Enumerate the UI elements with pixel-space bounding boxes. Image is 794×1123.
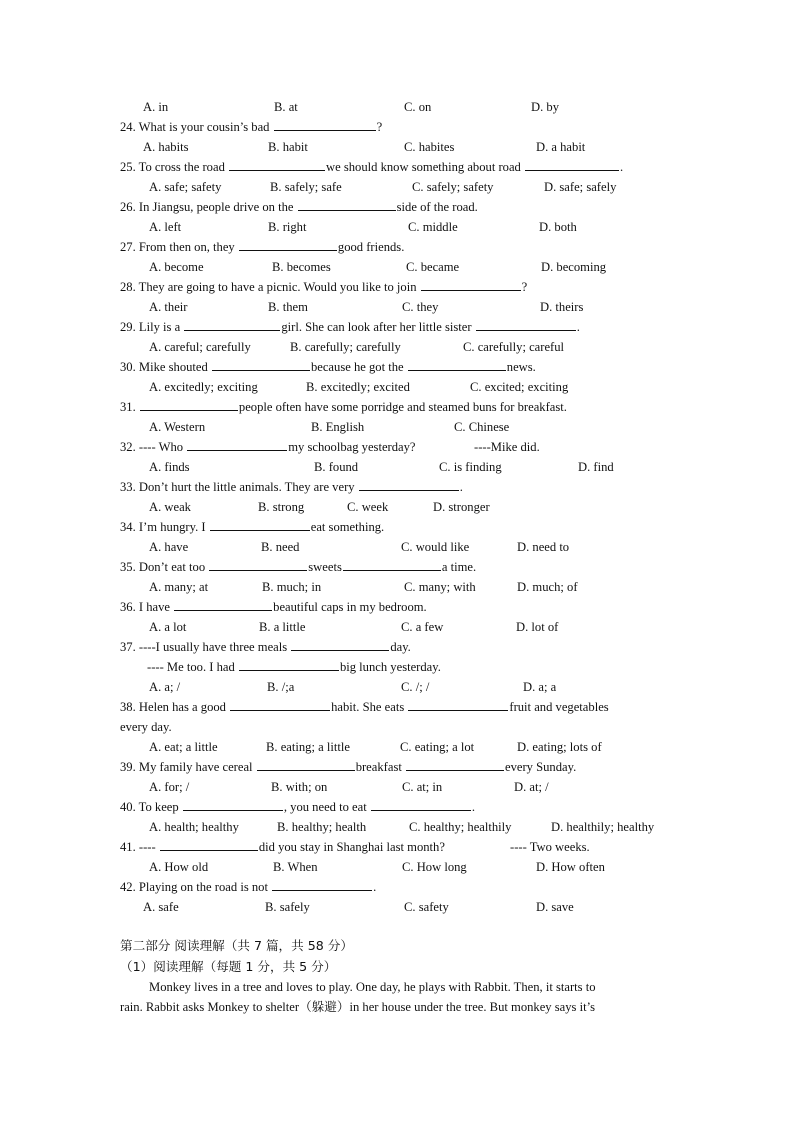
q25-options [0,177,794,197]
option-c: C. they [402,300,439,314]
option-a: A. Western [149,420,206,434]
option-d: D. stronger [433,500,490,514]
option-d: D. save [536,900,574,914]
option-c: C. would like [401,540,470,554]
answer-blank[interactable] [371,797,471,811]
question-text: . [373,880,377,894]
answer-blank[interactable] [343,557,441,571]
question-text: sweets [308,560,342,574]
option-b: B. safely; safe [270,180,342,194]
question-text: 30. Mike shouted [120,360,211,374]
answer-blank[interactable] [359,477,459,491]
question-text: 32. ---- Who [120,440,187,454]
reading-paragraph-line: Monkey lives in a tree and loves to play. One day, he plays with Rabbit. Then, it starts to [149,980,596,994]
option-b: B. habit [268,140,308,154]
option-c: C. carefully; careful [463,340,565,354]
section-subheading: （1）阅读理解（每题 1 分，共 5 分） [120,959,337,974]
question-text: ---- Me too. I had [147,660,238,674]
question-text: a time. [441,560,477,574]
question-text: 29. Lily is a [120,320,184,334]
option-c: C. week [347,500,389,514]
q23-options [0,97,794,117]
question-text: 40. To keep [120,800,182,814]
option-c: C. became [406,260,460,274]
option-c: C. a few [401,620,444,634]
question-text: side of the road. [396,200,478,214]
question-30 [120,357,536,377]
question-38 [120,697,675,717]
option-c: C. eating; a lot [400,740,475,754]
question-text: girl. She can look after her little sister [281,320,475,334]
option-c: C. at; in [402,780,443,794]
question-text: because he got the [310,360,407,374]
question-text: breakfast [355,760,405,774]
question-text: my schoolbag yesterday? [288,440,416,454]
question-text: fruit and vegetables [509,700,609,714]
q42-options [0,897,794,917]
answer-blank[interactable] [406,757,504,771]
question-text: ? [376,120,383,134]
option-c: C. habites [404,140,455,154]
q39-options [0,777,794,797]
option-d: D. How often [536,860,605,874]
option-b: B. eating; a little [266,740,350,754]
answer-blank[interactable] [230,697,330,711]
option-d: D. safe; safely [544,180,617,194]
answer-blank[interactable] [408,357,506,371]
option-a: A. safe; safety [149,180,222,194]
question-text: 27. From then on, they [120,240,238,254]
option-c: C. safely; safety [412,180,494,194]
q34-options [0,537,794,557]
option-a: A. safe [143,900,179,914]
question-42 [120,877,376,897]
question-27 [120,237,404,257]
question-24 [120,117,382,137]
option-d: D. at; / [514,780,549,794]
answer-blank[interactable] [525,157,619,171]
question-text: 28. They are going to have a picnic. Would you like to join [120,280,420,294]
answer-blank[interactable] [476,317,576,331]
dialogue-reply: ----Mike did. [474,440,540,454]
q26-options [0,217,794,237]
question-29 [120,317,580,337]
option-a: A. health; healthy [149,820,239,834]
q24-options [0,137,794,157]
question-text: 35. Don’t eat too [120,560,209,574]
question-text: 36. I have [120,600,174,614]
question-text: 41. ---- [120,840,159,854]
option-d: D. by [531,100,559,114]
question-text: 39. My family have cereal [120,760,256,774]
answer-blank[interactable] [272,877,372,891]
option-d: D. a; a [523,680,557,694]
option-b: B. much; in [262,580,322,594]
question-text: beautiful caps in my bedroom. [273,600,427,614]
option-a: A. a; / [149,680,181,694]
question-text: eat something. [310,520,385,534]
question-text: 33. Don’t hurt the little animals. They are very [120,480,358,494]
question-text: . [620,160,624,174]
option-d: D. need to [517,540,570,554]
option-b: B. a little [259,620,306,634]
question-text: . [576,320,580,334]
option-c: C. /; / [401,680,430,694]
question-text: people often have some porridge and steamed buns for breakfast. [238,400,567,414]
question-text: 24. What is your cousin’s bad [120,120,273,134]
q38-options [0,737,794,757]
option-a: A. habits [143,140,189,154]
question-text: good friends. [337,240,405,254]
answer-blank[interactable] [239,237,337,251]
option-d: D. eating; lots of [517,740,602,754]
option-a: A. many; at [149,580,209,594]
option-a: A. weak [149,500,191,514]
question-37 [120,637,411,657]
answer-blank[interactable] [421,277,521,291]
answer-blank[interactable] [257,757,355,771]
option-d: D. theirs [540,300,584,314]
question-text: ? [521,280,528,294]
answer-blank[interactable] [174,597,272,611]
option-b: B. at [274,100,298,114]
answer-blank[interactable] [160,837,258,851]
answer-blank[interactable] [212,357,310,371]
option-a: A. careful; carefully [149,340,251,354]
question-text: every Sunday. [505,760,577,774]
q27-options [0,257,794,277]
q40-options [0,817,794,837]
reading-paragraph-line: rain. Rabbit asks Monkey to shelter（躲避）in her house under the tree. But monkey says it’s [120,1000,595,1014]
option-b: B. healthy; health [277,820,367,834]
question-41 [120,837,680,857]
question-40 [120,797,475,817]
option-a: A. their [149,300,188,314]
question-34 [120,517,384,537]
option-d: D. healthily; healthy [551,820,655,834]
option-c: C. How long [402,860,467,874]
option-b: B. strong [258,500,305,514]
question-text: big lunch yesterday. [339,660,441,674]
q29-options [0,337,794,357]
option-a: A. in [143,100,169,114]
option-b: B. found [314,460,359,474]
answer-blank[interactable] [239,657,339,671]
option-b: B. right [268,220,307,234]
question-text: 37. ----I usually have three meals [120,640,291,654]
option-b: B. with; on [271,780,328,794]
option-d: D. a habit [536,140,586,154]
option-b: B. excitedly; excited [306,380,410,394]
question-text: 38. Helen has a good [120,700,230,714]
question-text: 42. Playing on the road is not [120,880,272,894]
option-c: C. excited; exciting [470,380,569,394]
option-a: A. excitedly; exciting [149,380,258,394]
answer-blank[interactable] [209,557,307,571]
q30-options [0,377,794,397]
option-c: C. Chinese [454,420,510,434]
option-b: B. When [273,860,318,874]
option-c: C. safety [404,900,449,914]
option-a: A. for; / [149,780,190,794]
question-32 [120,437,680,457]
option-a: A. left [149,220,182,234]
q28-options [0,297,794,317]
answer-blank[interactable] [140,397,238,411]
question-text: day. [390,640,411,654]
answer-blank[interactable] [229,157,325,171]
question-text: 34. I’m hungry. I [120,520,209,534]
option-a: A. a lot [149,620,187,634]
option-b: B. them [268,300,308,314]
option-c: C. healthy; healthily [409,820,512,834]
section-heading: 第二部分 阅读理解（共 7 篇，共 58 分） [120,938,353,953]
question-28 [120,277,527,297]
q33-options [0,497,794,517]
question-text: did you stay in Shanghai last month? [258,840,445,854]
q31-options [0,417,794,437]
question-text: we should know something about road [326,160,524,174]
answer-blank[interactable] [210,517,310,531]
dialogue-reply: ---- Two weeks. [510,840,590,854]
option-a: A. become [149,260,204,274]
option-b: B. /;a [267,680,295,694]
option-d: D. both [539,220,577,234]
question-38-cont: every day. [120,720,172,734]
answer-blank[interactable] [291,637,389,651]
q41-options [0,857,794,877]
q37-options [0,677,794,697]
answer-blank[interactable] [408,697,508,711]
q35-options [0,577,794,597]
option-c: C. is finding [439,460,502,474]
question-26 [120,197,478,217]
question-text: news. [506,360,536,374]
question-37-reply [147,657,441,677]
question-text: habit. She eats [331,700,408,714]
option-b: B. English [311,420,365,434]
question-text: , you need to eat [283,800,370,814]
question-36 [120,597,427,617]
option-c: C. many; with [404,580,476,594]
question-25 [120,157,623,177]
option-b: B. need [261,540,300,554]
question-39 [120,757,576,777]
option-b: B. safely [265,900,310,914]
answer-blank[interactable] [187,437,287,451]
answer-blank[interactable] [183,797,283,811]
question-31 [120,397,567,417]
answer-blank[interactable] [274,117,376,131]
option-d: D. much; of [517,580,578,594]
option-b: B. carefully; carefully [290,340,401,354]
question-text: 26. In Jiangsu, people drive on the [120,200,297,214]
question-text: 25. To cross the road [120,160,229,174]
option-d: D. lot of [516,620,559,634]
option-a: A. have [149,540,189,554]
option-d: D. find [578,460,614,474]
option-c: C. middle [408,220,458,234]
answer-blank[interactable] [184,317,280,331]
answer-blank[interactable] [298,197,396,211]
option-a: A. finds [149,460,190,474]
question-text: . [459,480,463,494]
option-c: C. on [404,100,432,114]
q36-options [0,617,794,637]
option-b: B. becomes [272,260,331,274]
question-35 [120,557,476,577]
option-a: A. How old [149,860,209,874]
option-d: D. becoming [541,260,607,274]
question-33 [120,477,463,497]
question-text: . [471,800,476,814]
q32-options [0,457,794,477]
question-text: 31. [120,400,139,414]
option-a: A. eat; a little [149,740,218,754]
